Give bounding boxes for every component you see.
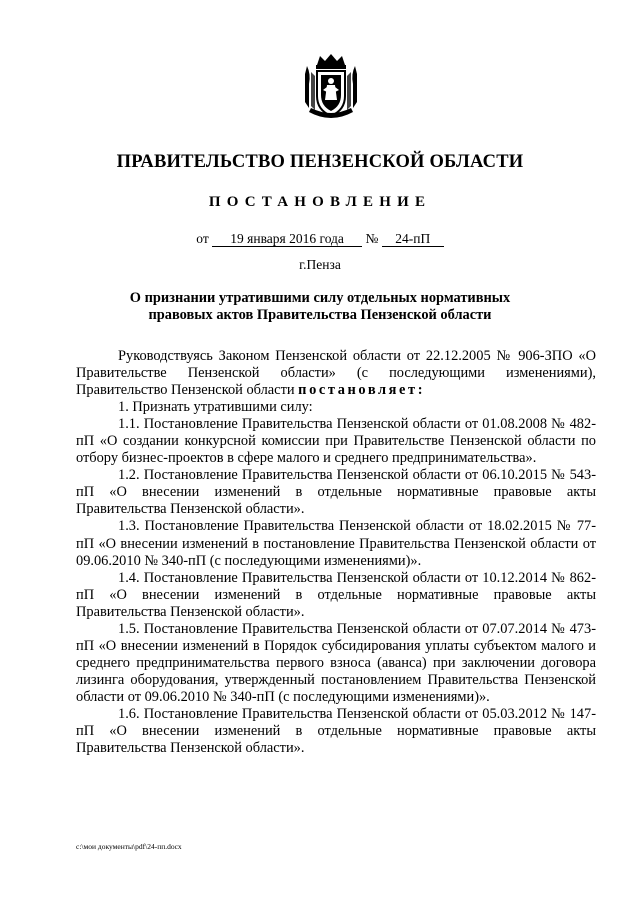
subject-line-2: правовых актов Правительства Пензенской области (148, 307, 492, 323)
subitem-1-2: 1.2. Постановление Правительства Пензенской области от 06.10.2015 № 543-пП «О внесении изменений в отдельные нормативные правовые акты Правительства Пензенской области». (76, 467, 596, 518)
document-type: ПОСТАНОВЛЕНИЕ (208, 194, 432, 210)
subject-line-1: О признании утратившими силу отдельных нормативных (129, 290, 511, 306)
coat-of-arms-icon (301, 52, 361, 122)
date-number-line (0, 231, 640, 247)
date-prefix: от (196, 231, 209, 246)
subitem-1-5: 1.5. Постановление Правительства Пензенской области от 07.07.2014 № 473-пП «О внесении изменений в Порядок субсидирования уплаты субъектом малого и среднего предпринимательства первого взноса (аванса) при заключении договора лизинга оборудования, утвержденный постановлением Правительства Пензенской области от 09.06.2010 № 340-пП (с последующими изменениями)». (76, 620, 596, 705)
file-path-footer: c:\мои документы\pdf\24-пп.docx (76, 842, 182, 851)
subitem-1-6: 1.6. Постановление Правительства Пензенской области от 05.03.2012 № 147-пП «О внесении изменений в отдельные нормативные правовые акты Правительства Пензенской области». (76, 705, 596, 757)
document-date: 19 января 2016 года (212, 231, 362, 247)
number-sign: № (365, 231, 379, 246)
document-subject (0, 290, 640, 324)
item-1: 1. Признать утратившими силу: (118, 399, 313, 416)
city: г.Пенза (299, 257, 341, 272)
subitem-1-3: 1.3. Постановление Правительства Пензенской области от 18.02.2015 № 77-пП «О внесении изменений в постановление Правительства Пензенской области от 09.06.2010 № 340-пП (с последующими изменениями)». (76, 518, 596, 569)
preamble-paragraph (76, 348, 596, 399)
document-body (76, 348, 596, 757)
preamble-text: Руководствуясь Законом Пензенской области от 22.12.2005 № 906-ЗПО «О Правительстве Пензенской области» (с последующими изменениями), Правительство Пензенской области (76, 348, 596, 399)
subitem-1-4: 1.4. Постановление Правительства Пензенской области от 10.12.2014 № 862-пП «О внесении изменений в отдельные нормативные правовые акты Правительства Пензенской области». (76, 569, 596, 620)
resolves-word: постановляет: (298, 382, 426, 399)
document-number: 24-пП (382, 231, 444, 247)
subitem-1-1: 1.1. Постановление Правительства Пензенской области от 01.08.2008 № 482-пП «О создании конкурсной комиссии при Правительстве Пензенской области по отбору бизнес-проектов в сфере малого и среднего предпринимательства». (76, 416, 596, 467)
government-title: ПРАВИТЕЛЬСТВО ПЕНЗЕНСКОЙ ОБЛАСТИ (116, 152, 524, 172)
